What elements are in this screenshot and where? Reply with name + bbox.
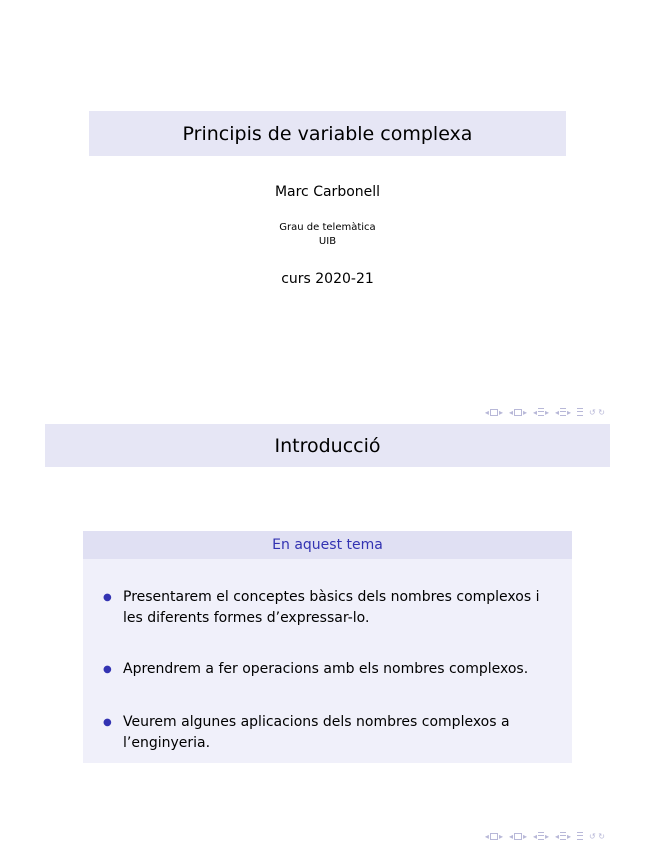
subsection-next-icon[interactable]: ▸ bbox=[522, 407, 527, 417]
navigation-bar bbox=[485, 406, 605, 418]
section-next-icon[interactable]: ▸ bbox=[545, 831, 550, 841]
subsection-prev-icon[interactable]: ◂ bbox=[508, 407, 513, 417]
section-icon bbox=[538, 408, 544, 416]
navigation-bar bbox=[485, 830, 605, 842]
document-next-icon[interactable]: ▸ bbox=[567, 831, 572, 841]
frame-prev-icon[interactable]: ◂ bbox=[484, 831, 489, 841]
list-item-text: Veurem algunes aplicacions dels nombres complexos a l’enginyeria. bbox=[123, 714, 510, 751]
align-icon[interactable] bbox=[577, 832, 583, 840]
section-nav[interactable] bbox=[533, 832, 549, 841]
content-block bbox=[83, 531, 572, 763]
institute-line-1: Grau de telemàtica bbox=[279, 222, 376, 233]
document-nav[interactable] bbox=[555, 408, 571, 417]
subsection-icon bbox=[514, 409, 522, 416]
frame-nav[interactable] bbox=[485, 408, 503, 417]
search-back-forward-icon[interactable]: ↺ ↻ bbox=[589, 407, 605, 417]
document-prev-icon[interactable]: ◂ bbox=[555, 407, 560, 417]
document-next-icon[interactable]: ▸ bbox=[567, 407, 572, 417]
subsection-icon bbox=[514, 833, 522, 840]
frame-prev-icon[interactable]: ◂ bbox=[484, 407, 489, 417]
document-prev-icon[interactable]: ◂ bbox=[555, 831, 560, 841]
institute-line-2: UIB bbox=[318, 236, 337, 247]
subsection-prev-icon[interactable]: ◂ bbox=[508, 831, 513, 841]
frame-nav[interactable] bbox=[485, 832, 503, 841]
list-item bbox=[103, 659, 563, 680]
document-nav[interactable] bbox=[555, 832, 571, 841]
author-name: Marc Carbonell bbox=[274, 184, 381, 200]
bullet-icon: ● bbox=[103, 717, 112, 728]
frame-icon bbox=[490, 833, 498, 840]
frame-icon bbox=[490, 409, 498, 416]
subsection-nav[interactable] bbox=[509, 832, 527, 841]
block-title bbox=[83, 531, 572, 559]
intro-slide bbox=[0, 424, 655, 848]
presentation-title-box bbox=[89, 111, 566, 156]
align-icon[interactable] bbox=[577, 408, 583, 416]
search-back-forward-icon[interactable]: ↺ ↻ bbox=[589, 831, 605, 841]
presentation-title: Principis de variable complexa bbox=[182, 122, 473, 145]
institute bbox=[0, 221, 655, 249]
document-icon bbox=[560, 832, 566, 840]
list-item-text: Presentarem el conceptes bàsics dels nombres complexos i les diferents formes d’expressar-lo. bbox=[123, 589, 540, 626]
document-icon bbox=[560, 408, 566, 416]
subsection-next-icon[interactable]: ▸ bbox=[522, 831, 527, 841]
frame-next-icon[interactable]: ▸ bbox=[498, 831, 503, 841]
block-title-text: En aquest tema bbox=[272, 537, 383, 553]
subsection-nav[interactable] bbox=[509, 408, 527, 417]
list-item bbox=[103, 712, 563, 754]
presentation-date: curs 2020-21 bbox=[281, 271, 374, 287]
section-prev-icon[interactable]: ◂ bbox=[532, 831, 537, 841]
frame-title-bar bbox=[45, 424, 610, 467]
list-item bbox=[103, 587, 563, 629]
frame-title: Introducció bbox=[274, 434, 381, 457]
section-prev-icon[interactable]: ◂ bbox=[532, 407, 537, 417]
section-nav[interactable] bbox=[533, 408, 549, 417]
frame-next-icon[interactable]: ▸ bbox=[498, 407, 503, 417]
section-icon bbox=[538, 832, 544, 840]
list-item-text: Aprendrem a fer operacions amb els nombres complexos. bbox=[123, 661, 529, 677]
bullet-icon: ● bbox=[103, 592, 112, 603]
section-next-icon[interactable]: ▸ bbox=[545, 407, 550, 417]
bullet-icon: ● bbox=[103, 664, 112, 675]
